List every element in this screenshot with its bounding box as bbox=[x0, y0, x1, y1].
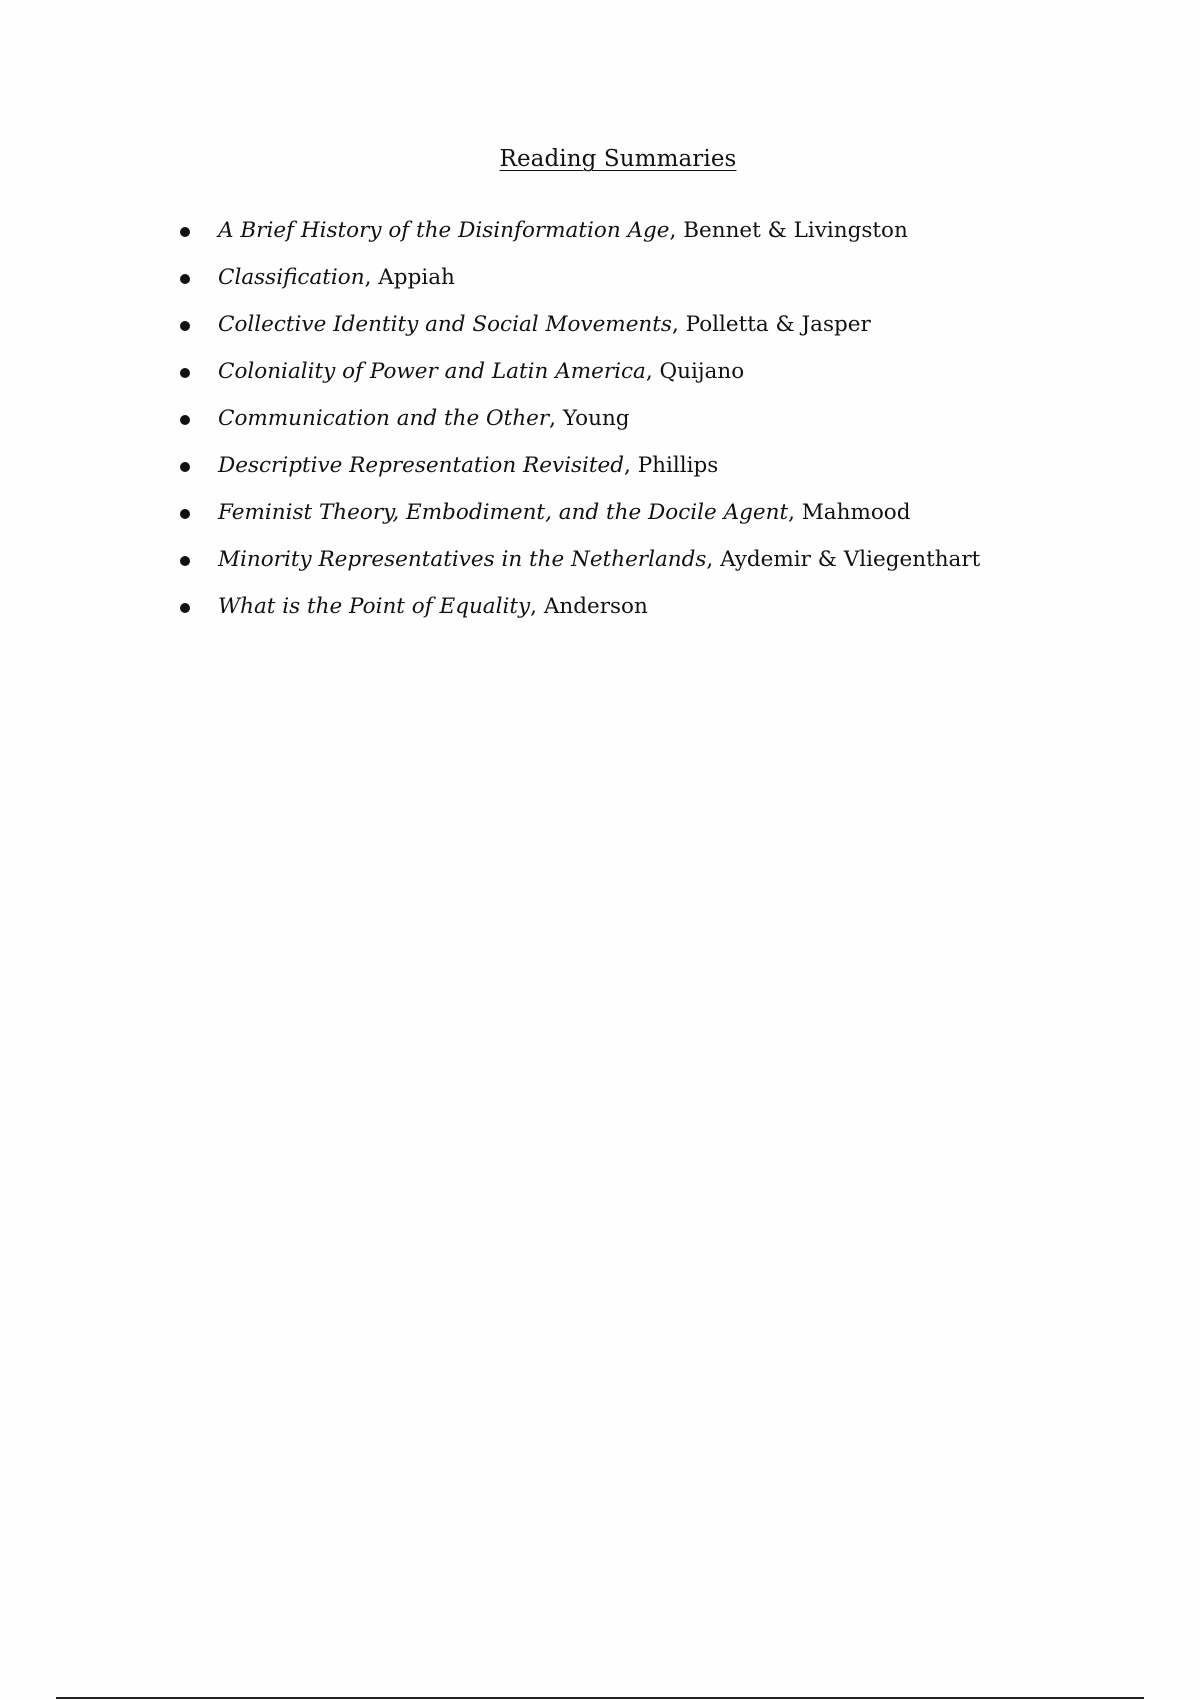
reading-title: Coloniality of Power and Latin America bbox=[218, 359, 646, 384]
reading-entry bbox=[218, 216, 908, 246]
page-title: Reading Summaries bbox=[499, 146, 737, 172]
reading-author: Young bbox=[562, 406, 630, 431]
reading-title: Collective Identity and Social Movements bbox=[218, 312, 672, 337]
reading-title: Classification bbox=[218, 265, 365, 290]
bullet-icon bbox=[180, 321, 190, 331]
reading-separator: , bbox=[624, 453, 638, 478]
reading-separator: , bbox=[669, 218, 684, 243]
reading-title: Minority Representatives in the Netherlands bbox=[218, 547, 707, 572]
reading-author: Appiah bbox=[378, 265, 455, 290]
reading-entry bbox=[218, 451, 718, 481]
reading-entry bbox=[218, 310, 871, 340]
footer-divider bbox=[56, 1697, 1144, 1699]
reading-separator: , bbox=[364, 265, 379, 290]
reading-title: A Brief History of the Disinformation Age bbox=[218, 218, 670, 243]
bullet-icon bbox=[180, 603, 190, 613]
bullet-icon bbox=[180, 415, 190, 425]
reading-entry bbox=[218, 592, 648, 622]
reading-separator: , bbox=[549, 406, 563, 431]
reading-author: Polletta & Jasper bbox=[685, 312, 871, 337]
reading-author: Mahmood bbox=[801, 500, 911, 525]
reading-entry bbox=[218, 545, 980, 575]
reading-entry bbox=[218, 357, 744, 387]
reading-entry bbox=[218, 404, 630, 434]
reading-author: Anderson bbox=[543, 594, 648, 619]
reading-separator: , bbox=[671, 312, 686, 337]
bullet-icon bbox=[180, 368, 190, 378]
bullet-icon bbox=[180, 556, 190, 566]
reading-separator: , bbox=[706, 547, 721, 572]
bullet-icon bbox=[180, 509, 190, 519]
reading-title: What is the Point of Equality bbox=[218, 594, 531, 619]
reading-author: Bennet & Livingston bbox=[683, 218, 908, 243]
bullet-icon bbox=[180, 274, 190, 284]
bullet-icon bbox=[180, 227, 190, 237]
reading-entry bbox=[218, 263, 455, 293]
reading-author: Aydemir & Vliegenthart bbox=[720, 547, 981, 572]
reading-separator: , bbox=[530, 594, 544, 619]
reading-title: Feminist Theory, Embodiment, and the Docile Agent bbox=[218, 500, 789, 525]
reading-separator: , bbox=[788, 500, 802, 525]
reading-title: Descriptive Representation Revisited bbox=[218, 453, 625, 478]
reading-entry bbox=[218, 498, 910, 528]
reading-separator: , bbox=[645, 359, 660, 384]
bullet-icon bbox=[180, 462, 190, 472]
reading-title: Communication and the Other bbox=[218, 406, 550, 431]
reading-author: Quijano bbox=[659, 359, 745, 384]
reading-author: Phillips bbox=[637, 453, 719, 478]
